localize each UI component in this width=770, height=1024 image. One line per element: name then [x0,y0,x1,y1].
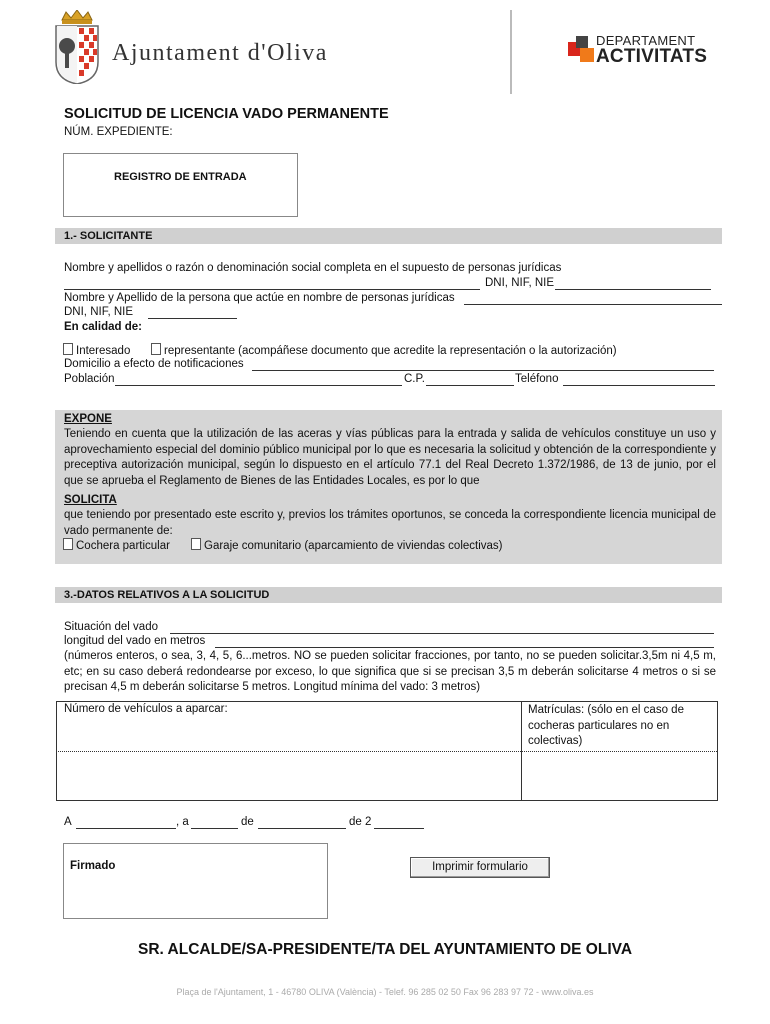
rep-field[interactable] [464,304,722,305]
solicita-title: SOLICITA [64,494,117,506]
longitud-field[interactable] [215,647,714,648]
vehiculos-field[interactable] [57,752,520,798]
domicilio-field[interactable] [252,370,714,371]
longitud-note: (números enteros, o sea, 3, 4, 5, 6...metros. NO se pueden solicitar fracciones, por tanto, no se pueden solicitar.3,5m ni 4,5 m, etc; en su caso deberá redondearse por exceso, lo que significa que si se precisan 3,5 m deberán solicitarse 4 metros o si se precisan 4,5 m deberán solicitarse 5 metros. Longitud mínima del vado: 3 metros) [64,650,716,693]
dni-field-1[interactable] [555,289,711,290]
interesado-checkbox[interactable] [63,343,73,355]
cochera-label: Cochera particular [76,540,170,552]
garaje-option[interactable] [191,538,503,552]
matriculas-field[interactable] [522,752,716,798]
department-line1: DEPARTAMENT [596,33,696,48]
telefono-field[interactable] [563,385,715,386]
registro-box [63,153,298,217]
matriculas-label: Matrículas: (sólo en el caso de cocheras particulares no en colectivas) [528,704,684,747]
addressee: SR. ALCALDE/SA-PRESIDENTE/TA DEL AYUNTAMIENTO DE OLIVA [137,941,633,958]
dni-label-1: DNI, NIF, NIE [485,277,555,289]
poblacion-label: Población [64,373,115,385]
dni-field-2[interactable] [148,318,237,319]
cochera-checkbox[interactable] [63,538,73,550]
vehiculos-label: Número de vehículos a aparcar: [64,703,228,715]
expediente-label: NÚM. EXPEDIENTE: [64,126,173,138]
place-field[interactable] [76,828,176,829]
solicita-text: que teniendo por presentado este escrito y, previos los trámites oportunos, se conceda la correspondiente licencia municipal de vado permanente de: [64,509,716,537]
footer-address: Plaça de l'Ajuntament, 1 - 46780 OLIVA (València) - Telef. 96 285 02 50 Fax 96 283 97 72 - www.oliva.es [176,987,594,997]
year-field[interactable] [374,828,424,829]
situacion-field[interactable] [170,633,714,634]
registro-label: REGISTRO DE ENTRADA [114,171,247,183]
situacion-label: Situación del vado [64,621,158,633]
section1-title: 1.- SOLICITANTE [64,230,153,242]
section1-bar [55,228,722,244]
expone-title: EXPONE [64,413,112,425]
cp-field[interactable] [426,385,514,386]
month-field[interactable] [258,828,346,829]
month-label: de [241,816,254,828]
colored-squares-icon [566,34,596,64]
calidad-label: En calidad de: [64,321,142,333]
longitud-label: longitud del vado en metros [64,635,206,647]
rep-label: Nombre y Apellido de la persona que actúe en nombre de personas jurídicas [64,292,455,304]
firmado-label: Firmado [70,860,116,872]
signature-box[interactable] [63,843,328,919]
garaje-checkbox[interactable] [191,538,201,550]
day-field[interactable] [191,828,238,829]
expone-text: Teniendo en cuenta que la utilización de las aceras y vías públicas para la entrada y salida de vehículos constituye un uso y aprovechamiento especial del dominio público municipal por lo que es necesaria la solicitud y obtención de la correspondiente y preceptiva autorización municipal, según lo dispuesto en el artículo 77.1 del Real Decreto 1.372/1986, de 13 de junio, por el que se aprueba el Reglamento de Bienes de las Entidades Locales, es por lo que [64,428,716,487]
year-label: de 2 [349,816,372,828]
name-field[interactable] [64,289,480,290]
interesado-label: Interesado [76,345,131,357]
cochera-option[interactable] [63,538,170,552]
representante-option[interactable] [151,343,617,357]
domicilio-label: Domicilio a efecto de notificaciones [64,358,244,370]
name-label: Nombre y apellidos o razón o denominación social completa en el supuesto de personas jurídicas [64,262,562,274]
telefono-label: Teléfono [515,373,559,385]
form-title: SOLICITUD DE LICENCIA VADO PERMANENTE [64,106,389,122]
garaje-label: Garaje comunitario (aparcamiento de viviendas colectivas) [204,540,503,552]
cp-label: C.P. [404,373,425,385]
department-line2: ACTIVITATS [596,46,708,67]
dni-label-2: DNI, NIF, NIE [64,306,134,318]
interesado-option[interactable] [63,343,130,357]
print-button[interactable]: Imprimir formulario [410,857,550,878]
coat-of-arms-icon [54,10,100,84]
town-name: Ajuntament d'Oliva [112,40,328,66]
day-label: , a [176,816,189,828]
place-label: A [64,816,72,828]
header-divider [510,10,512,94]
representante-checkbox[interactable] [151,343,161,355]
section3-title: 3.-DATOS RELATIVOS A LA SOLICITUD [64,589,270,601]
representante-label: representante (acompáñese documento que acredite la representación o la autorización) [164,345,617,357]
poblacion-field[interactable] [115,385,402,386]
